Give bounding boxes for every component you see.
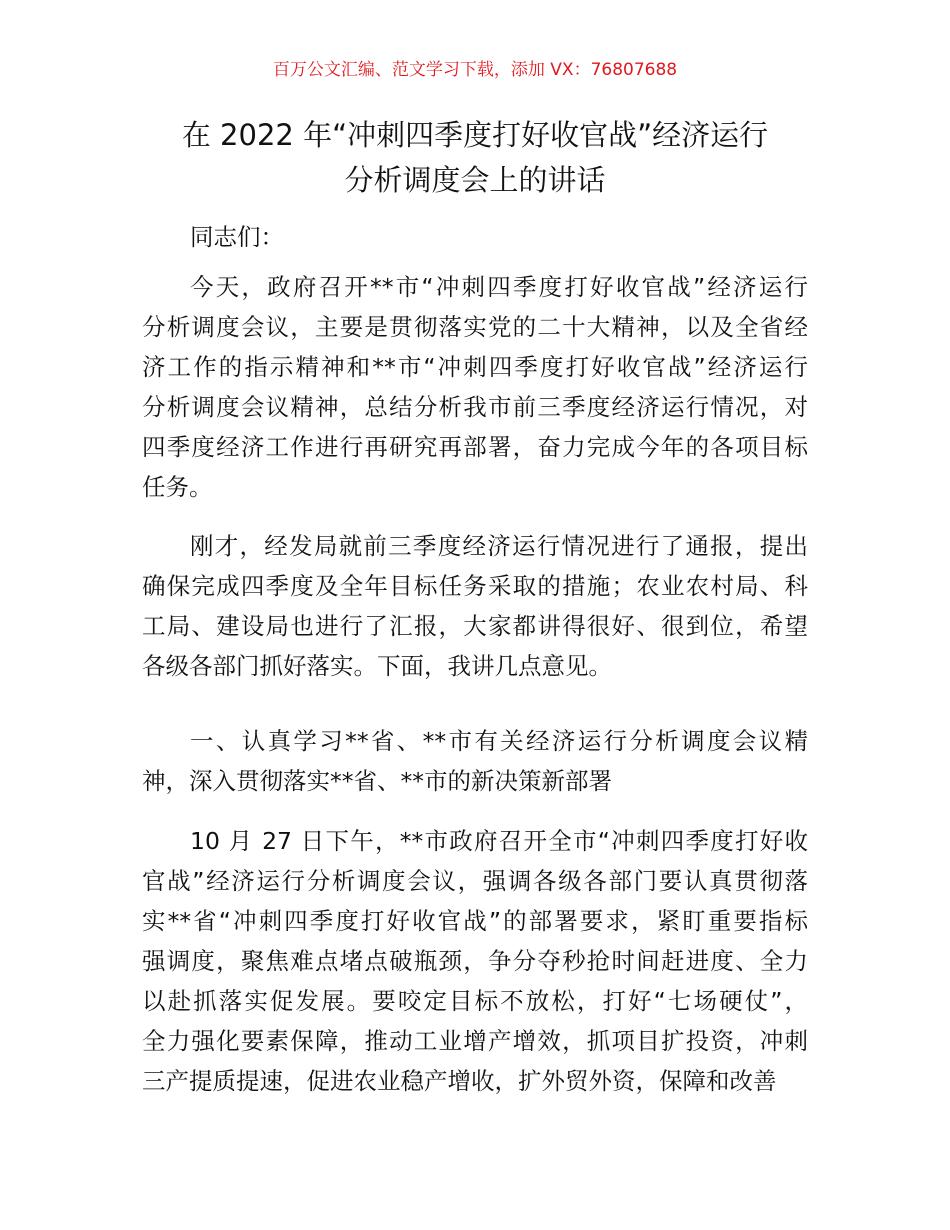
- section-heading-1: [142, 721, 808, 801]
- paragraph-reports: [142, 526, 808, 686]
- document-title-line-1: 在 2022 年“冲刺四季度打好收官战”经济运行: [181, 118, 769, 152]
- text-line: 神，深入贯彻落实**省、**市的新决策新部署: [142, 767, 612, 795]
- paragraph-meeting-summary: [142, 821, 808, 1101]
- text-line: 强调度，聚焦难点堵点破瓶颈，争分夺秒抢时间赶进度、全力: [142, 947, 808, 975]
- text-line: 工局、建设局也进行了汇报，大家都讲得很好、很到位，希望: [142, 612, 808, 640]
- text-line: 一、认真学习**省、**市有关经济运行分析调度会议精: [190, 727, 808, 755]
- text-line: 任务。: [142, 473, 213, 501]
- text-line: 10 月 27 日下午，**市政府召开全市“冲刺四季度打好收: [190, 827, 808, 855]
- text-line: 今天，政府召开**市“冲刺四季度打好收官战”经济运行: [190, 273, 808, 301]
- text-line: 官战”经济运行分析调度会议，强调各级各部门要认真贯彻落: [142, 867, 808, 895]
- text-line: 各级各部门抓好落实。下面，我讲几点意见。: [142, 652, 612, 680]
- paragraph-intro: [142, 267, 808, 507]
- text-line: 确保完成四季度及全年目标任务采取的措施；农业农村局、科: [142, 572, 808, 600]
- text-line: 实**省“冲刺四季度打好收官战”的部署要求，紧盯重要指标: [142, 907, 808, 935]
- text-line: 分析调度会议精神，总结分析我市前三季度经济运行情况，对: [142, 393, 808, 421]
- text-line: 同志们：: [190, 223, 284, 251]
- text-line: 分析调度会议，主要是贯彻落实党的二十大精神，以及全省经: [142, 313, 808, 341]
- text-line: 以赴抓落实促发展。要咬定目标不放松，打好“七场硬仗”，: [142, 987, 808, 1015]
- text-line: 刚才，经发局就前三季度经济运行情况进行了通报，提出: [190, 532, 808, 560]
- text-line: 全力强化要素保障，推动工业增产增效，抓项目扩投资，冲刺: [142, 1027, 808, 1055]
- text-line: 济工作的指示精神和**市“冲刺四季度打好收官战”经济运行: [142, 353, 808, 381]
- watermark-header: 百万公文汇编、范文学习下载，添加 VX：76807688: [272, 60, 678, 80]
- text-line: 三产提质提速，促进农业稳产增收，扩外贸外资，保障和改善: [142, 1067, 777, 1095]
- text-line: 四季度经济工作进行再研究再部署，奋力完成今年的各项目标: [142, 433, 808, 461]
- paragraph-salutation: [142, 217, 808, 257]
- document-title-line-2: 分析调度会上的讲话: [344, 163, 606, 197]
